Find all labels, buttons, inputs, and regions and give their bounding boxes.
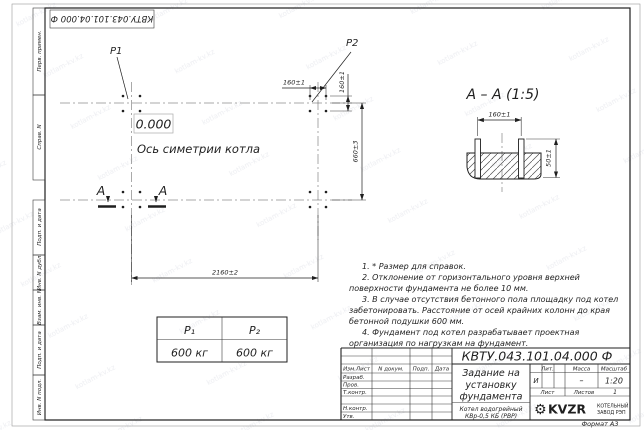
dim-160-top-text: 160±1 [283,78,305,87]
doc-title-line3: фундамента [459,391,523,403]
strip-podp-data-1: Подп. и дата [37,208,43,246]
note-2: 2. Отклонение от горизонтального уровня верхней поверхности фундамента не более 10 мм. [349,273,580,294]
doc-subtitle-line1: Котел водогрейный [459,406,523,413]
load-table-header-p1: P₁ [183,324,196,337]
doc-title-line2: установку [465,380,517,391]
strip-podp-data-2: Подп. и дата [37,331,43,369]
col-n-dokum: N докум. [378,366,404,373]
row-tkontr: Т.контр. [343,390,367,396]
anchor-bolt-right [519,139,525,178]
doc-subtitle-line2: КВр-0,5 КБ (РВР) [464,413,518,420]
load-table-header-p2: P₂ [248,324,261,337]
sheets-value: 1 [613,389,617,396]
anchor-bolt-left [475,139,481,178]
strip-sprav-n: Справ. N [37,124,43,150]
strip-vzam-inv: Взам. инв. N [37,289,43,325]
col-podp: Подп. [412,366,430,373]
notes [349,261,630,349]
col-izm-list: Изм.Лист [343,366,370,373]
strip-inv-dubl: Инв. N дубл. [37,253,43,291]
doc-number: КВТУ.043.101.04.000 Ф [461,348,613,364]
lit-header: Лит. [541,366,554,373]
row-utv: Утв. [343,414,355,420]
mass-header: Масса [572,366,591,373]
note-4: 4. Фундамент под котел разрабатывает проектная организация по нагрузкам на фундамент. [349,328,580,349]
strip-perv-primen: Перв. примен. [37,30,43,72]
mass-value: – [579,376,584,385]
section-letter-left: A [96,183,106,198]
format-label: Формат А3 [581,420,619,428]
row-prov: Пров. [343,382,359,389]
top-stamp-number: КВТУ.043.101.04.000 Ф [50,13,154,23]
dim-660-text: 660±3 [351,140,360,163]
dim-160-section-text: 160±1 [488,110,511,119]
load-table-value-p1: 600 кг [171,346,208,360]
scale-header: Масштаб [600,366,628,373]
note-1: 1. * Размер для справок. [362,262,466,271]
scale-value: 1:20 [605,376,623,386]
strip-inv-podl: Инв. N подл. [37,378,43,416]
elevation-label: 0.000 [135,116,172,132]
dim-160-side-text: 160±1 [338,71,346,93]
section-title: A – A (1:5) [466,87,540,103]
dim-2160-text: 2160±2 [211,268,239,277]
note-3: 3. В случае отсутствия бетонного пола площадку под котел забетонировать. Расстояние от осей крайних колонн до края бетонной подушки 600 мм. [349,295,619,327]
sheet-label: Лист [540,390,555,396]
gear-icon: ⚙ [534,402,547,418]
boiler-axis-label: Ось симетрии котла [137,142,261,156]
row-razrab: Разраб. [343,375,365,381]
lit-value: И [533,377,539,385]
row-nkontr: Н.контр. [343,406,368,412]
logo-caption-line2: ЗАВОД РЭП [597,411,626,416]
dim-50-text: 50±1 [544,149,553,167]
load-table-value-p2: 600 кг [236,346,273,360]
p2-label: P2 [346,38,359,49]
section-letter-right: A [158,183,168,198]
sheets-label: Листов [573,390,595,396]
logo-caption-line1: КОТЕЛЬНЫЙ [597,404,629,410]
p1-label: P1 [110,46,123,57]
col-data: Дата [434,366,450,373]
kvzr-logo-text: KVZR [548,401,587,417]
doc-title-line1: Задание на [462,368,520,379]
